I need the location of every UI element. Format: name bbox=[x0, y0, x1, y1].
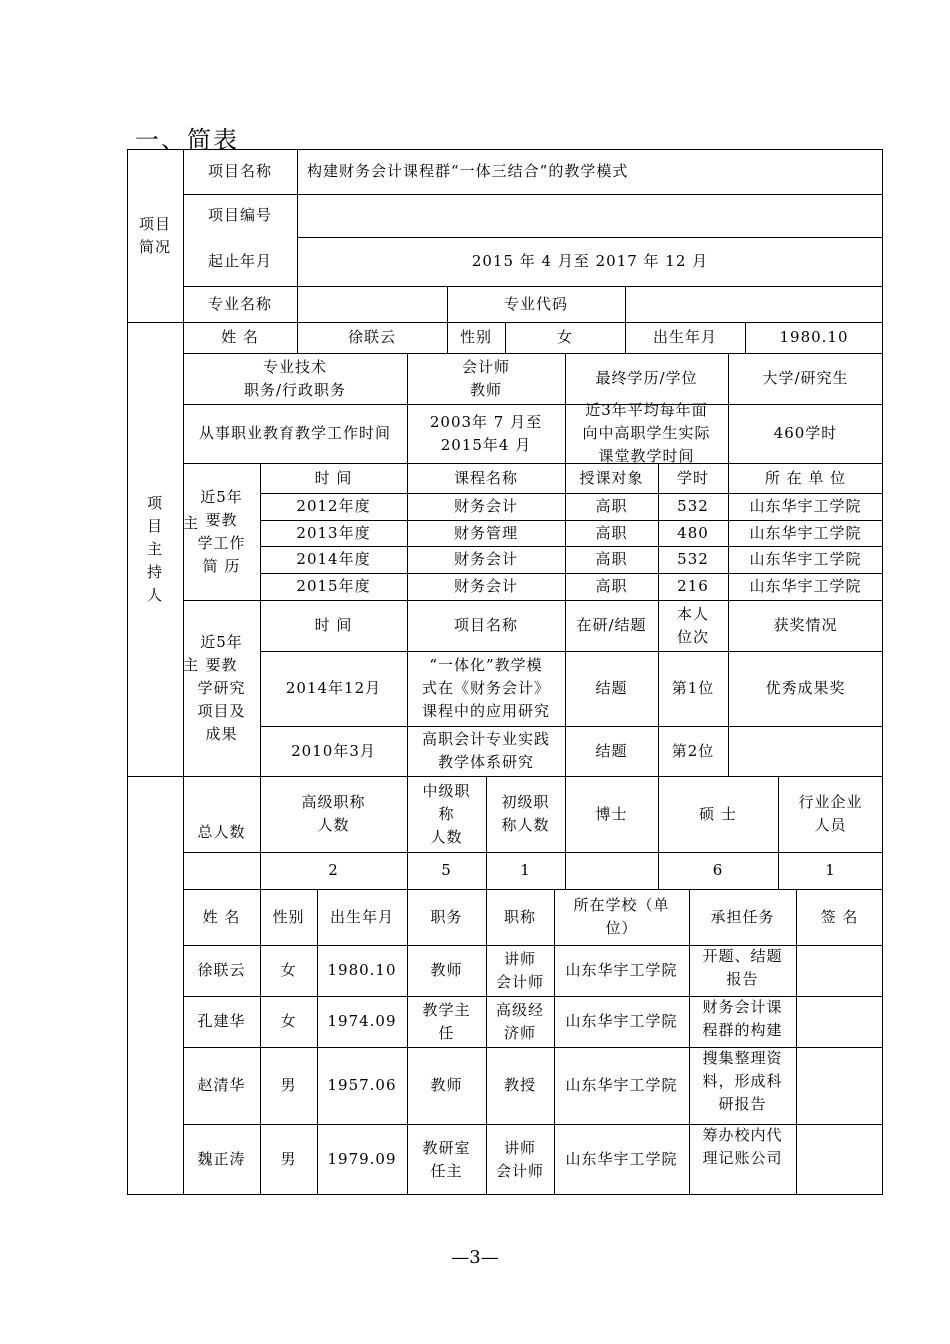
work-history-label: 近5年 要教 学工作 简 历 bbox=[197, 487, 246, 575]
member-cell: 1979.09 bbox=[327, 1150, 397, 1168]
research-cell: 结题 bbox=[595, 741, 628, 760]
period-value: 2015 年 4 月至 2017 年 12 月 bbox=[471, 252, 709, 270]
work-cell: 财务会计 bbox=[453, 577, 518, 595]
major-code-label: 专业代码 bbox=[503, 294, 568, 313]
work-cell: 山东华宇工学院 bbox=[749, 523, 862, 542]
research-cell: 2014年12月 bbox=[285, 679, 382, 697]
label-overlap-char: 主 bbox=[183, 514, 199, 532]
member-cell: 1974.09 bbox=[327, 1012, 397, 1030]
member-cell: 女 bbox=[280, 961, 297, 979]
research-header: 项目名称 bbox=[453, 616, 518, 634]
work-header: 课程名称 bbox=[453, 468, 518, 487]
teaching-time-label: 从事职业教育教学工作时间 bbox=[198, 424, 391, 442]
member-cell: 山东华宇工学院 bbox=[565, 961, 678, 979]
member-cell: 教师 bbox=[430, 1076, 463, 1094]
team-count-header: 高级职称 人数 bbox=[301, 793, 366, 834]
member-header: 姓 名 bbox=[202, 907, 241, 926]
host-birth-label: 出生年月 bbox=[652, 328, 717, 346]
member-cell: 讲师 会计师 bbox=[495, 949, 544, 991]
team-count-value: 2 bbox=[328, 861, 339, 879]
teaching-hours-label: 近3年平均每年面 向中高职学生实际 课堂教学时间 bbox=[582, 401, 711, 465]
member-header: 出生年月 bbox=[329, 907, 394, 926]
team-count-header: 行业企业 人员 bbox=[798, 793, 863, 834]
host-degree-value: 大学/研究生 bbox=[762, 369, 849, 387]
member-cell: 赵清华 bbox=[197, 1076, 246, 1094]
work-cell: 532 bbox=[677, 497, 709, 515]
research-cell: 高职会计专业实践 教学体系研究 bbox=[421, 730, 550, 771]
member-cell bbox=[796, 1124, 883, 1195]
host-title-value: 会计师 教师 bbox=[461, 357, 510, 399]
member-cell: 1957.06 bbox=[327, 1076, 397, 1094]
member-cell: 教师 bbox=[430, 961, 463, 979]
research-header: 本人 位次 bbox=[676, 604, 709, 646]
team-count-header: 博士 bbox=[595, 804, 628, 823]
work-header: 所 在 单 位 bbox=[764, 468, 847, 487]
team-count-header: 硕 士 bbox=[699, 804, 737, 823]
section-label-host: 项 目 主 持 人 bbox=[146, 493, 163, 604]
member-cell: 讲师 会计师 bbox=[495, 1138, 544, 1180]
member-header: 所在学校（单 位） bbox=[573, 896, 670, 937]
work-cell: 山东华宇工学院 bbox=[749, 497, 862, 515]
project-code-value bbox=[297, 194, 883, 237]
member-cell: 孔建华 bbox=[197, 1012, 246, 1030]
team-count-value bbox=[565, 852, 658, 889]
work-cell: 2012年度 bbox=[296, 497, 371, 515]
project-name-label: 项目名称 bbox=[207, 162, 272, 180]
host-degree-label: 最终学历/学位 bbox=[595, 369, 698, 387]
research-header: 获奖情况 bbox=[773, 616, 838, 634]
member-cell: 筹办校内代 理记账公司 bbox=[702, 1126, 783, 1167]
teaching-time-value: 2003年 7 月至 2015年4 月 bbox=[429, 412, 543, 454]
team-count-value: 1 bbox=[520, 861, 531, 879]
member-cell: 开题、结题 报告 bbox=[702, 947, 783, 988]
research-cell: 第1位 bbox=[671, 679, 715, 697]
member-cell: 财务会计课 程群的构建 bbox=[702, 998, 783, 1039]
period-label: 起止年月 bbox=[207, 252, 272, 270]
work-cell: 480 bbox=[677, 523, 709, 542]
member-cell: 徐联云 bbox=[197, 961, 246, 979]
major-value bbox=[297, 286, 447, 322]
member-cell: 搜集整理资 料，形成科 研报告 bbox=[702, 1049, 783, 1113]
research-cell bbox=[728, 726, 883, 776]
member-cell: 山东华宇工学院 bbox=[565, 1150, 678, 1168]
work-cell: 山东华宇工学院 bbox=[749, 550, 862, 568]
team-count-value: 1 bbox=[825, 861, 836, 879]
team-count-value: 6 bbox=[712, 861, 724, 879]
page-heading: 一、简表 bbox=[135, 126, 239, 154]
member-cell bbox=[796, 945, 883, 996]
member-cell: 男 bbox=[280, 1076, 297, 1094]
research-cell: “一体化”教学模 式在《财务会计》 课程中的应用研究 bbox=[421, 656, 550, 720]
host-gender-value: 女 bbox=[556, 328, 573, 346]
research-cell: 2010年3月 bbox=[291, 741, 376, 760]
member-cell: 山东华宇工学院 bbox=[565, 1012, 678, 1030]
work-cell: 高职 bbox=[595, 577, 628, 595]
team-count-header: 中级职 称 人数 bbox=[422, 781, 471, 846]
team-count-value: 5 bbox=[441, 861, 452, 879]
member-cell bbox=[796, 996, 883, 1047]
work-cell: 财务会计 bbox=[453, 550, 518, 568]
team-count-header: 初级职 称人数 bbox=[501, 793, 550, 834]
work-cell: 216 bbox=[677, 577, 709, 595]
project-name-value: 构建财务会计课程群“一体三结合”的教学模式 bbox=[307, 162, 629, 180]
work-cell: 高职 bbox=[595, 523, 628, 542]
member-cell: 男 bbox=[280, 1150, 297, 1168]
work-header: 时 间 bbox=[314, 468, 353, 487]
member-cell: 女 bbox=[280, 1012, 297, 1030]
work-cell: 2014年度 bbox=[296, 550, 371, 568]
work-cell: 532 bbox=[677, 550, 709, 568]
host-gender-label: 性别 bbox=[459, 328, 492, 346]
major-label: 专业名称 bbox=[207, 294, 272, 313]
member-cell: 教学主 任 bbox=[422, 1000, 471, 1042]
work-header: 学时 bbox=[676, 468, 709, 487]
research-cell: 优秀成果奖 bbox=[765, 679, 846, 697]
work-cell: 高职 bbox=[595, 550, 628, 568]
work-cell: 高职 bbox=[595, 497, 628, 515]
major-code-value bbox=[625, 286, 883, 322]
work-cell: 2013年度 bbox=[296, 523, 371, 542]
work-cell: 2015年度 bbox=[296, 577, 371, 595]
work-header: 授课对象 bbox=[579, 468, 644, 487]
host-title-label: 专业技术 职务/行政职务 bbox=[243, 357, 347, 399]
host-birth-value: 1980.10 bbox=[779, 328, 849, 346]
member-cell: 1980.10 bbox=[327, 961, 397, 979]
member-header: 承担任务 bbox=[710, 907, 775, 926]
research-label: 近5年 要教 学研究 项目及 成果 bbox=[197, 632, 246, 743]
host-name-label: 姓 名 bbox=[221, 328, 259, 346]
member-cell: 教授 bbox=[503, 1076, 536, 1094]
member-header: 职务 bbox=[430, 907, 463, 926]
member-cell: 教研室 任主 bbox=[422, 1138, 471, 1180]
research-header: 在研/结题 bbox=[576, 616, 647, 634]
member-cell: 山东华宇工学院 bbox=[565, 1076, 678, 1094]
host-name-value: 徐联云 bbox=[347, 328, 396, 346]
member-header: 性别 bbox=[272, 907, 305, 926]
page-number: —3— bbox=[451, 1247, 499, 1268]
label-overlap-char: 主 bbox=[183, 656, 199, 674]
team-total-label: 总人数 bbox=[197, 823, 246, 841]
member-header: 职称 bbox=[503, 907, 536, 926]
member-header: 签 名 bbox=[820, 907, 859, 926]
research-cell: 第2位 bbox=[671, 741, 715, 760]
member-cell: 高级经 济师 bbox=[495, 1000, 544, 1042]
work-cell: 财务管理 bbox=[453, 523, 518, 542]
member-cell bbox=[796, 1047, 883, 1124]
work-cell: 山东华宇工学院 bbox=[749, 577, 862, 595]
work-cell: 财务会计 bbox=[453, 497, 518, 515]
member-cell: 魏正涛 bbox=[197, 1150, 246, 1168]
research-header: 时 间 bbox=[314, 616, 353, 634]
research-cell: 结题 bbox=[595, 679, 628, 697]
teaching-hours-value: 460学时 bbox=[773, 424, 838, 442]
section-label-overview: 项目 简况 bbox=[138, 214, 171, 256]
project-code-label: 项目编号 bbox=[207, 206, 272, 224]
